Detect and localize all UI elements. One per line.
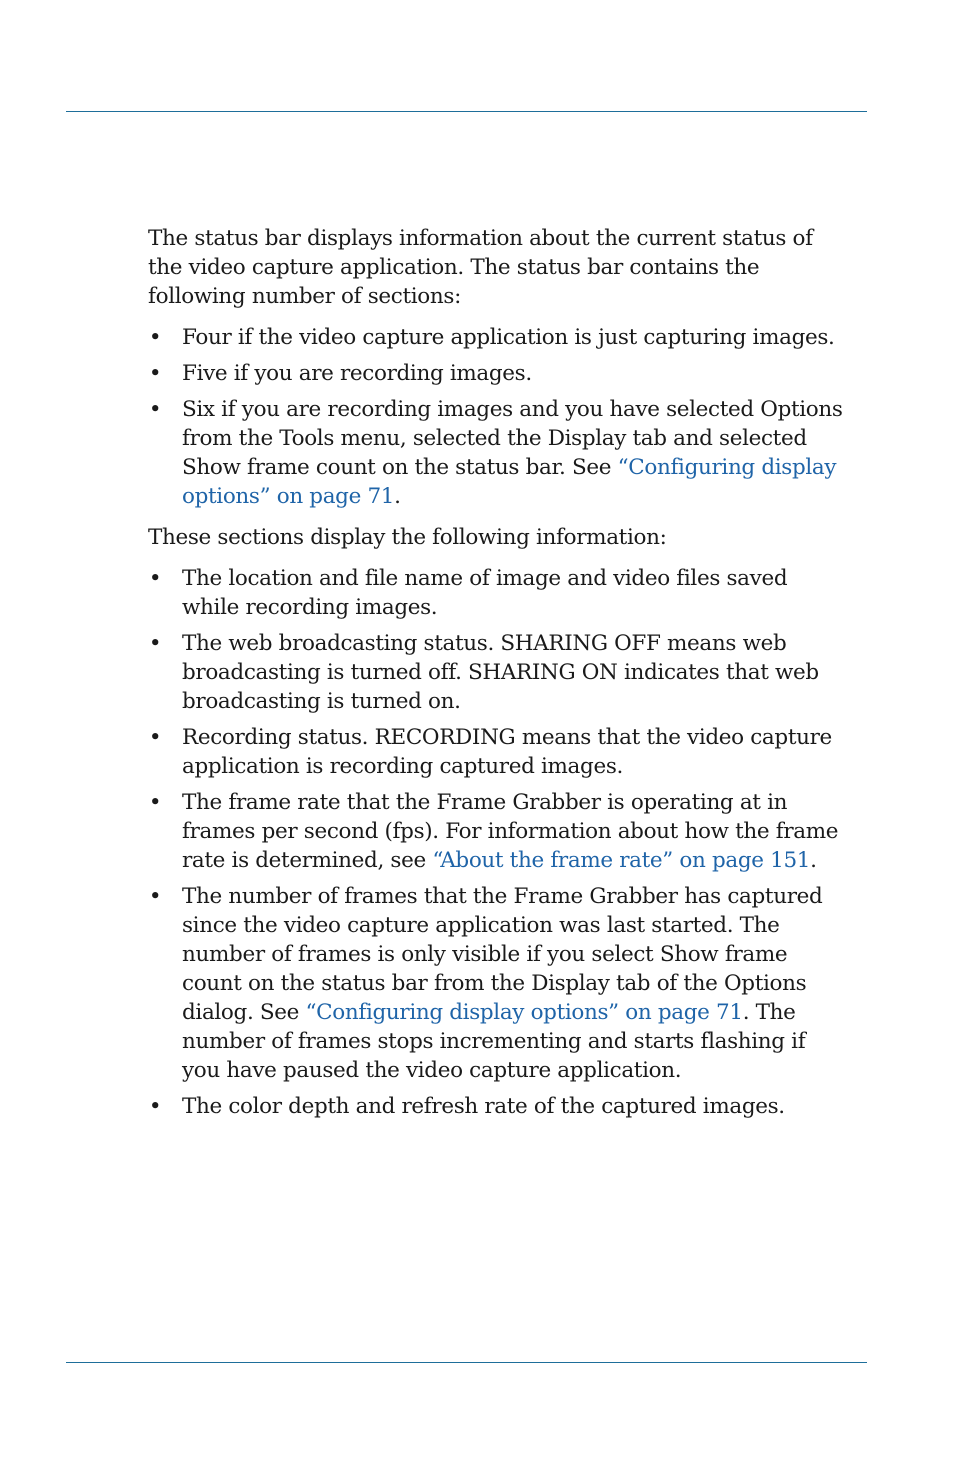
- list-item: [148, 882, 848, 1085]
- list-item-text: The location and file name of image and video files saved while recording images.: [182, 566, 788, 620]
- bullet-icon: •: [148, 725, 162, 750]
- bullet-icon: •: [148, 325, 162, 350]
- bullet-icon: •: [148, 790, 162, 815]
- cross-reference-link[interactable]: “Configuring display options” on page 71: [305, 1000, 743, 1025]
- list-item-text: . The number of frames stops incrementing and starts flashing if you have paused the video capture application.: [182, 1000, 806, 1083]
- list-item-text: The number of frames that the Frame Grabber has captured since the video capture application was last started. The number of frames is only visible if you select Show frame count on the status bar from the Display tab of the Options dialog. See: [182, 884, 823, 1025]
- bullet-icon: •: [148, 361, 162, 386]
- list-item: [148, 323, 848, 352]
- page-body: [148, 224, 848, 1133]
- list-item: [148, 395, 848, 511]
- header-rule: [66, 111, 867, 112]
- list-item-text: .: [394, 484, 401, 509]
- list-item: [148, 629, 848, 716]
- list-item-text: Recording status. RECORDING means that the video capture application is recording captured images.: [182, 725, 832, 779]
- info-list: [148, 564, 848, 1121]
- sections-list: [148, 323, 848, 511]
- info-intro-paragraph: These sections display the following information:: [148, 525, 667, 550]
- list-item-text: The frame rate that the Frame Grabber is operating at in frames per second (fps). For information about how the frame rate is determined, see: [182, 790, 839, 873]
- list-item-text: The color depth and refresh rate of the captured images.: [182, 1094, 785, 1119]
- intro-paragraph: The status bar displays information about the current status of the video capture application. The status bar contains the following number of sections:: [148, 226, 813, 309]
- footer-rule: [66, 1362, 867, 1363]
- cross-reference-link[interactable]: “Configuring display options” on page 71: [182, 455, 837, 509]
- bullet-icon: •: [148, 631, 162, 656]
- list-item-text: The web broadcasting status. SHARING OFF means web broadcasting is turned off. SHARING ON indicates that web broadcasting is turned on.: [182, 631, 819, 714]
- list-item: [148, 359, 848, 388]
- list-item: [148, 1092, 848, 1121]
- list-item: [148, 788, 848, 875]
- list-item-text: Six if you are recording images and you have selected Options from the Tools menu, selected the Display tab and selected Show frame count on the status bar. See: [182, 397, 843, 480]
- cross-reference-link[interactable]: “About the frame rate” on page 151: [432, 848, 811, 873]
- list-item-text: Five if you are recording images.: [182, 361, 532, 386]
- list-item: [148, 723, 848, 781]
- bullet-icon: •: [148, 884, 162, 909]
- list-item: [148, 564, 848, 622]
- bullet-icon: •: [148, 397, 162, 422]
- bullet-icon: •: [148, 566, 162, 591]
- bullet-icon: •: [148, 1094, 162, 1119]
- list-item-text: Four if the video capture application is just capturing images.: [182, 325, 835, 350]
- list-item-text: .: [810, 848, 817, 873]
